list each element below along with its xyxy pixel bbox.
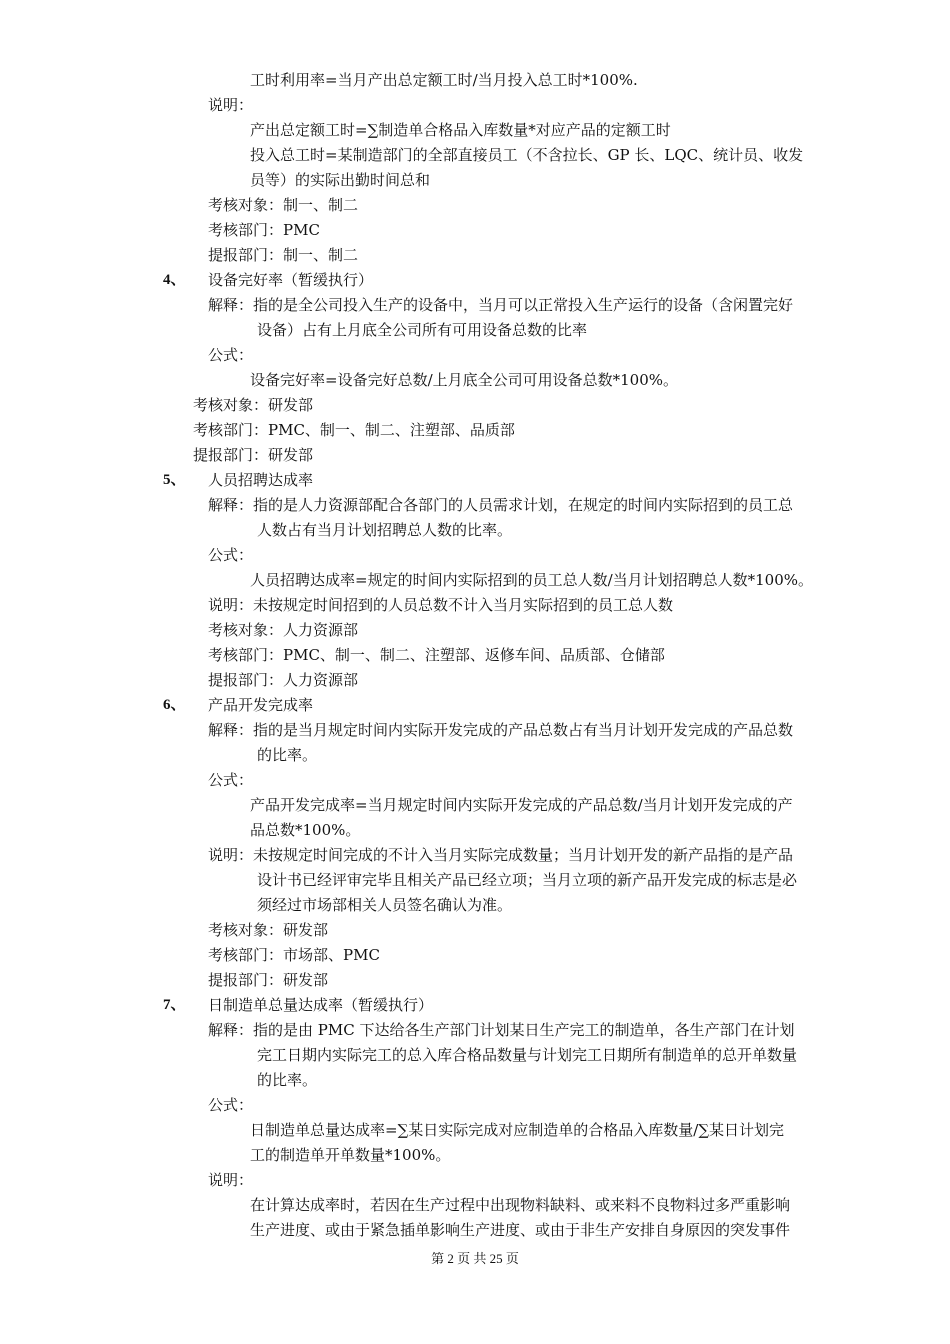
text-line: 解释：指的是人力资源部配合各部门的人员需求计划，在规定的时间内实际招到的员工总 bbox=[208, 496, 794, 514]
text-line: 提报部门：人力资源部 bbox=[208, 671, 359, 689]
text-line: 员等）的实际出勤时间总和 bbox=[250, 171, 431, 189]
text-line: 解释：指的是当月规定时间内实际开发完成的产品总数占有当月计划开发完成的产品总数 bbox=[208, 721, 794, 739]
section-number: 4、 bbox=[163, 272, 186, 288]
text-line: 解释：指的是全公司投入生产的设备中，当月可以正常投入生产运行的设备（含闲置完好 bbox=[208, 296, 794, 314]
text-line: 解释：指的是由 PMC 下达给各生产部门计划某日生产完工的制造单，各生产部门在计划 bbox=[208, 1021, 795, 1039]
text-line: 说明： bbox=[208, 1171, 254, 1189]
text-line: 公式： bbox=[208, 546, 254, 564]
text-line: 工的制造单开单数量*100%。 bbox=[250, 1146, 451, 1164]
text-line: 设备完好率=设备完好总数/上月底全公司可用设备总数*100%。 bbox=[250, 371, 679, 389]
text-line: 生产进度、或由于紧急插单影响生产进度、或由于非生产安排自身原因的突发事件 bbox=[250, 1221, 791, 1239]
text-line: 公式： bbox=[208, 1096, 254, 1114]
text-line: 考核对象：研发部 bbox=[208, 921, 329, 939]
text-line: 考核部门：市场部、PMC bbox=[208, 946, 380, 964]
text-line: 的比率。 bbox=[257, 746, 318, 764]
text-line: 产品开发完成率=当月规定时间内实际开发完成的产品总数/当月计划开发完成的产 bbox=[250, 796, 793, 814]
text-line: 的比率。 bbox=[257, 1071, 318, 1089]
text-line: 人数占有当月计划招聘总人数的比率。 bbox=[257, 521, 513, 539]
text-line: 投入总工时=某制造部门的全部直接员工（不含拉长、GP 长、LQC、统计员、收发 bbox=[250, 146, 804, 164]
text-line: 说明：未按规定时间招到的人员总数不计入当月实际招到的员工总人数 bbox=[208, 596, 674, 614]
text-line: 在计算达成率时，若因在生产过程中出现物料缺料、或来料不良物料过多严重影响 bbox=[250, 1196, 791, 1214]
text-line: 提报部门：研发部 bbox=[208, 971, 329, 989]
text-line: 考核对象：制一、制二 bbox=[208, 196, 359, 214]
text-line: 公式： bbox=[208, 771, 254, 789]
text-line: 提报部门：研发部 bbox=[193, 446, 314, 464]
text-line: 日制造单总量达成率=∑某日实际完成对应制造单的合格品入库数量/∑某日计划完 bbox=[250, 1121, 785, 1139]
text-line: 人员招聘达成率=规定的时间内实际招到的员工总人数/当月计划招聘总人数*100%。 bbox=[250, 571, 814, 589]
text-line: 品总数*100%。 bbox=[250, 821, 361, 839]
section-heading: 产品开发完成率 bbox=[208, 696, 314, 714]
page-footer: 第 2 页 共 25 页 bbox=[431, 1251, 519, 1266]
text-line: 考核对象：研发部 bbox=[193, 396, 314, 414]
text-line: 考核部门：PMC bbox=[208, 221, 320, 239]
section-heading: 人员招聘达成率 bbox=[208, 471, 314, 489]
text-line: 完工日期内实际完工的总入库合格品数量与计划完工日期所有制造单的总开单数量 bbox=[257, 1046, 798, 1064]
section-heading: 日制造单总量达成率（暂缓执行） bbox=[208, 996, 434, 1014]
section-heading: 设备完好率（暂缓执行） bbox=[208, 271, 374, 289]
text-line: 设备）占有上月底全公司所有可用设备总数的比率 bbox=[257, 321, 588, 339]
text-line: 产出总定额工时=∑制造单合格品入库数量*对应产品的定额工时 bbox=[250, 121, 671, 139]
text-line: 提报部门：制一、制二 bbox=[208, 246, 359, 264]
text-line: 考核对象：人力资源部 bbox=[208, 621, 359, 639]
text-line: 工时利用率=当月产出总定额工时/当月投入总工时*100%. bbox=[250, 71, 638, 89]
text-line: 考核部门：PMC、制一、制二、注塑部、返修车间、品质部、仓储部 bbox=[208, 646, 665, 664]
text-line: 公式： bbox=[208, 346, 254, 364]
text-line: 说明：未按规定时间完成的不计入当月实际完成数量；当月计划开发的新产品指的是产品 bbox=[208, 846, 794, 864]
section-number: 6、 bbox=[163, 697, 186, 713]
text-line: 须经过市场部相关人员签名确认为准。 bbox=[257, 896, 513, 914]
section-number: 7、 bbox=[163, 997, 186, 1013]
text-line: 设计书已经评审完毕且相关产品已经立项；当月立项的新产品开发完成的标志是必 bbox=[257, 871, 798, 889]
text-line: 考核部门：PMC、制一、制二、注塑部、品质部 bbox=[193, 421, 515, 439]
section-number: 5、 bbox=[163, 472, 186, 488]
text-line: 说明： bbox=[208, 96, 254, 114]
